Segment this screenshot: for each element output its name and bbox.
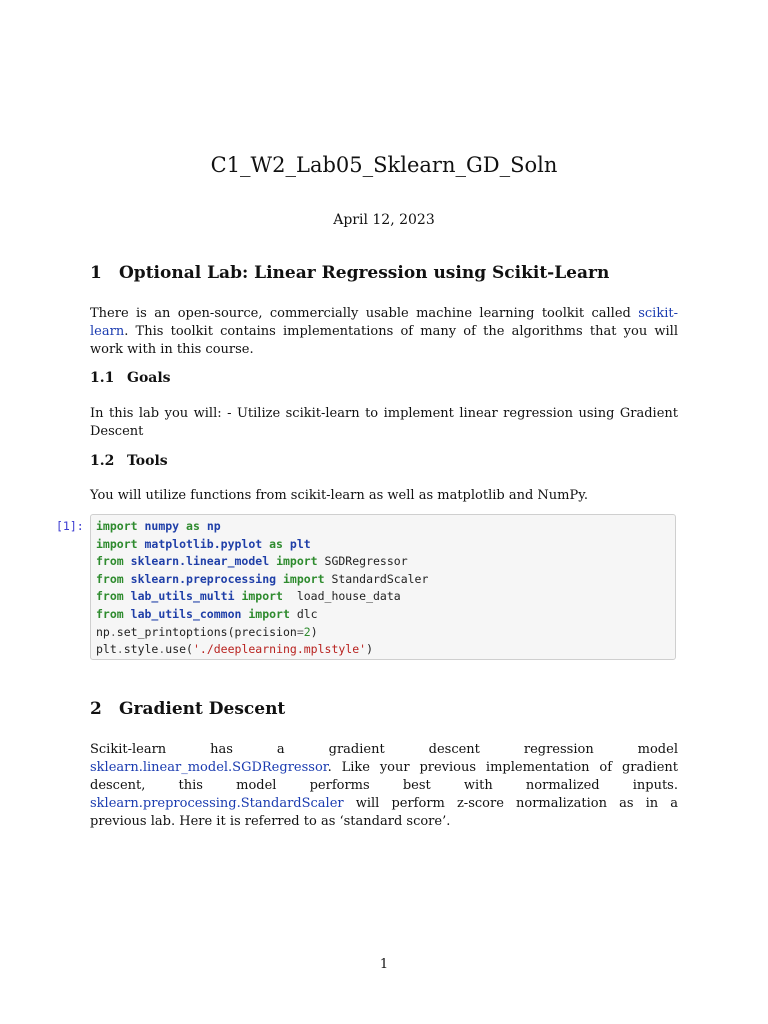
code-token: use( xyxy=(165,642,193,657)
code-token: import xyxy=(96,536,138,551)
code-token: as xyxy=(269,536,283,551)
code-token: style xyxy=(123,642,159,657)
section-1-1-title: Goals xyxy=(127,370,171,386)
code-token: matplotlib.pyplot xyxy=(144,536,263,551)
code-token: load_house_data xyxy=(282,589,401,604)
section-2-title: Gradient Descent xyxy=(119,699,286,719)
page-number: 1 xyxy=(379,957,389,972)
section-2-number: 2 xyxy=(90,699,102,719)
intro-text-before-link: There is an open-source, commercially usable machine learning toolkit called xyxy=(90,306,639,321)
code-token xyxy=(124,572,131,586)
code-line xyxy=(96,624,670,642)
code-token: sklearn.linear_model xyxy=(130,554,270,569)
code-token: ) xyxy=(366,642,374,657)
section-1-1-number: 1.1 xyxy=(90,370,115,386)
code-token: as xyxy=(186,519,200,533)
gd-text-part-1: Scikit-learn has a gradient descent regression model xyxy=(90,742,678,757)
document-title: C1_W2_Lab05_Sklearn_GD_Soln xyxy=(210,153,558,177)
code-line xyxy=(96,571,670,589)
code-token: . xyxy=(116,642,124,657)
code-token: import xyxy=(248,606,290,621)
code-token: './deeplearning.mplstyle' xyxy=(192,642,367,657)
code-token xyxy=(283,537,290,551)
code-line xyxy=(96,606,670,624)
code-token: . xyxy=(109,624,117,639)
code-token xyxy=(124,589,131,603)
code-token: np xyxy=(206,519,221,533)
section-1-number: 1 xyxy=(90,263,102,283)
code-token xyxy=(124,607,131,621)
intro-text-after-link: . This toolkit contains implementations of many of the algorithms that you will work with in this course. xyxy=(90,324,678,357)
code-token: SGDRegressor xyxy=(317,554,408,569)
sgdregressor-link[interactable]: sklearn.linear_model.SGDRegressor xyxy=(90,760,328,775)
code-token xyxy=(124,554,131,568)
code-token: from xyxy=(96,554,124,569)
code-line xyxy=(96,518,670,536)
goals-text: In this lab you will: - Utilize scikit-learn to implement linear regression using Gradient Descent xyxy=(90,406,678,439)
section-1-title: Optional Lab: Linear Regression using Scikit-Learn xyxy=(119,263,610,283)
code-line xyxy=(96,641,670,659)
code-token: lab_utils_common xyxy=(130,606,242,621)
code-token: from xyxy=(96,606,124,621)
code-token: import xyxy=(276,554,318,569)
document-date: April 12, 2023 xyxy=(333,212,435,228)
gd-text-part-2: . Like your previous implementation of gradient descent, this model performs best with normalized inputs. xyxy=(90,760,678,793)
code-token: from xyxy=(96,571,124,586)
code-line xyxy=(96,588,670,606)
code-token: StandardScaler xyxy=(324,571,429,586)
gd-text-part-3: will perform z-score normalization as in a previous lab. Here it is referred to as ‘standard score’. xyxy=(90,796,678,829)
tools-text: You will utilize functions from scikit-learn as well as matplotlib and NumPy. xyxy=(90,488,589,503)
section-1-1-heading xyxy=(90,368,171,388)
code-line xyxy=(96,536,670,554)
section-1-2-heading xyxy=(90,451,168,471)
section-1-2-number: 1.2 xyxy=(90,453,115,469)
code-token: ) xyxy=(310,624,318,639)
code-token: plt xyxy=(96,642,117,657)
code-token: = xyxy=(296,624,304,639)
code-line xyxy=(96,553,670,571)
code-cell[interactable] xyxy=(90,514,676,660)
section-1-heading xyxy=(90,261,609,285)
code-token: set_printoptions(precision xyxy=(116,624,297,639)
code-cell-prompt: [1]: xyxy=(56,519,84,533)
code-token: np xyxy=(96,624,110,639)
scikit-learn-link[interactable]: scikit-learn xyxy=(90,306,678,339)
code-token: import xyxy=(241,589,283,604)
code-token: sklearn.preprocessing xyxy=(130,571,277,586)
code-token: 2 xyxy=(303,624,311,639)
section-1-intro xyxy=(90,305,678,359)
standardscaler-link[interactable]: sklearn.preprocessing.StandardScaler xyxy=(90,796,344,811)
code-token: plt xyxy=(289,536,311,551)
code-token: numpy xyxy=(144,519,180,533)
section-2-text xyxy=(90,741,678,831)
code-token: dlc xyxy=(289,606,318,621)
code-token: import xyxy=(96,519,138,533)
section-1-2-title: Tools xyxy=(127,453,168,469)
code-token: lab_utils_multi xyxy=(130,589,235,604)
code-token: . xyxy=(158,642,166,657)
code-token xyxy=(200,519,207,533)
code-token: import xyxy=(282,571,325,586)
code-token: from xyxy=(96,589,124,604)
code-token xyxy=(276,572,283,586)
code-token xyxy=(179,519,186,533)
section-2-heading xyxy=(90,697,285,721)
